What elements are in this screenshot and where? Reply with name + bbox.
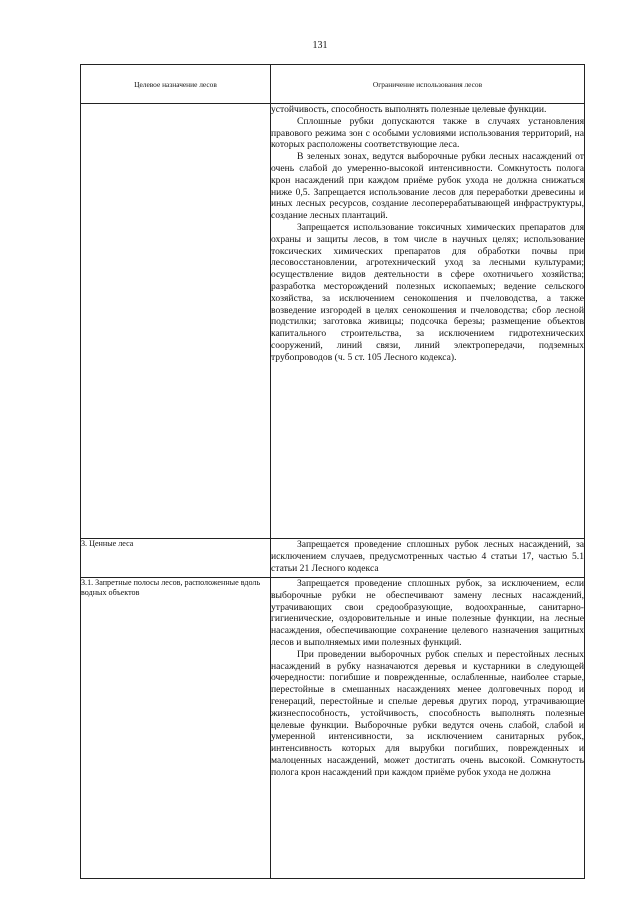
row-purpose-cell: 3. Ценные леса: [81, 539, 271, 578]
row-restriction-cell: [271, 539, 585, 578]
restriction-paragraph: Запрещается использование токсичных химических препаратов для охраны и защиты лесов, в том числе в научных целях; использование токсических химических препаратов для обработки почвы при лесовосстановлении, агротехнический уход за лесными культурами; осуществление видов деятельности в сфере охотничьего хозяйства; разработка месторождений полезных ископаемых; ведение сельского хозяйства, за исключением сенокошения и пчеловодства, а также возведение изгородей в целях сенокошения и пчеловодства; сбор лесной подстилки; заготовка живицы; подсочка березы; размещение объектов капитального строительства, за исключением гидротехнических сооружений, линий связи, линий электропередачи, подземных трубопроводов (ч. 5 ст. 105 Лесного кодекса).: [271, 221, 584, 363]
restriction-paragraph: Запрещается проведение сплошных рубок, за исключением, если выборочные рубки не обеспечивают замену лесных насаждений, утрачивающих свои средообразующие, водоохранные, санитарно-гигиенические, оздоровительные и иные полезные функции, на лесные насаждения, обеспечивающие сохранение целевого назначения защитных лесов и выполняемых ими полезных функций.: [271, 578, 584, 648]
restriction-paragraph: Запрещается проведение сплошных рубок лесных насаждений, за исключением случаев, предусмотренных частью 4 статьи 17, частью 5.1 статьи 21 Лесного кодекса: [271, 539, 584, 574]
row-purpose-cell: [81, 104, 271, 539]
table-row: [81, 104, 585, 539]
restriction-paragraph: Сплошные рубки допускаются также в случаях установления правового режима зон с особыми условиями использования территорий, на которых расположены соответствующие леса.: [271, 115, 584, 151]
row-restriction-cell: [271, 578, 585, 879]
restrictions-table: [80, 64, 585, 879]
page-number: 131: [312, 40, 328, 51]
row-purpose-cell: 3.1. Запретные полосы лесов, расположенные вдоль водных объектов: [81, 578, 271, 879]
table-row: [81, 578, 585, 879]
restriction-paragraph: В зеленых зонах, ведутся выборочные рубки лесных насаждений от очень слабой до умеренно-высокой интенсивности. Сомкнутость полога крон насаждений при каждом приёме рубок ухода не должна снижаться ниже 0,5. Запрещается использование лесов для переработки древесины и иных лесных ресурсов, создание лесоперерабатывающей инфраструктуры, создание лесных плантаций.: [271, 151, 584, 222]
row-restriction-cell: [271, 104, 585, 539]
restriction-paragraph: устойчивость, способность выполнять полезные целевые функции.: [271, 104, 547, 115]
header-forest-purpose: Целевое назначение лесов: [81, 65, 271, 104]
table-row: [81, 539, 585, 578]
restriction-paragraph: При проведении выборочных рубок спелых и перестойных лесных насаждений в рубку назначаются деревья и кустарники в следующей очередности: погибшие и поврежденные, ослабленные, наиболее старые, перестойные в смешанных насаждениях менее долговечных пород и генераций, перестойные и спелые деревья других пород, утрачивающие жизнеспособность, устойчивость, способность выполнять полезные целевые функции. Выборочные рубки ведутся очень слабой, слабой и умеренной интенсивности, за исключением санитарных рубок, интенсивность которых для вырубки погибших, поврежденных и малоценных насаждений, может достигать очень высокой. Сомкнутость полога крон насаждений при каждом приёме рубок ухода не должна: [271, 648, 584, 778]
table-header-row: [81, 65, 585, 104]
header-usage-restriction: Ограничение использования лесов: [271, 65, 585, 104]
